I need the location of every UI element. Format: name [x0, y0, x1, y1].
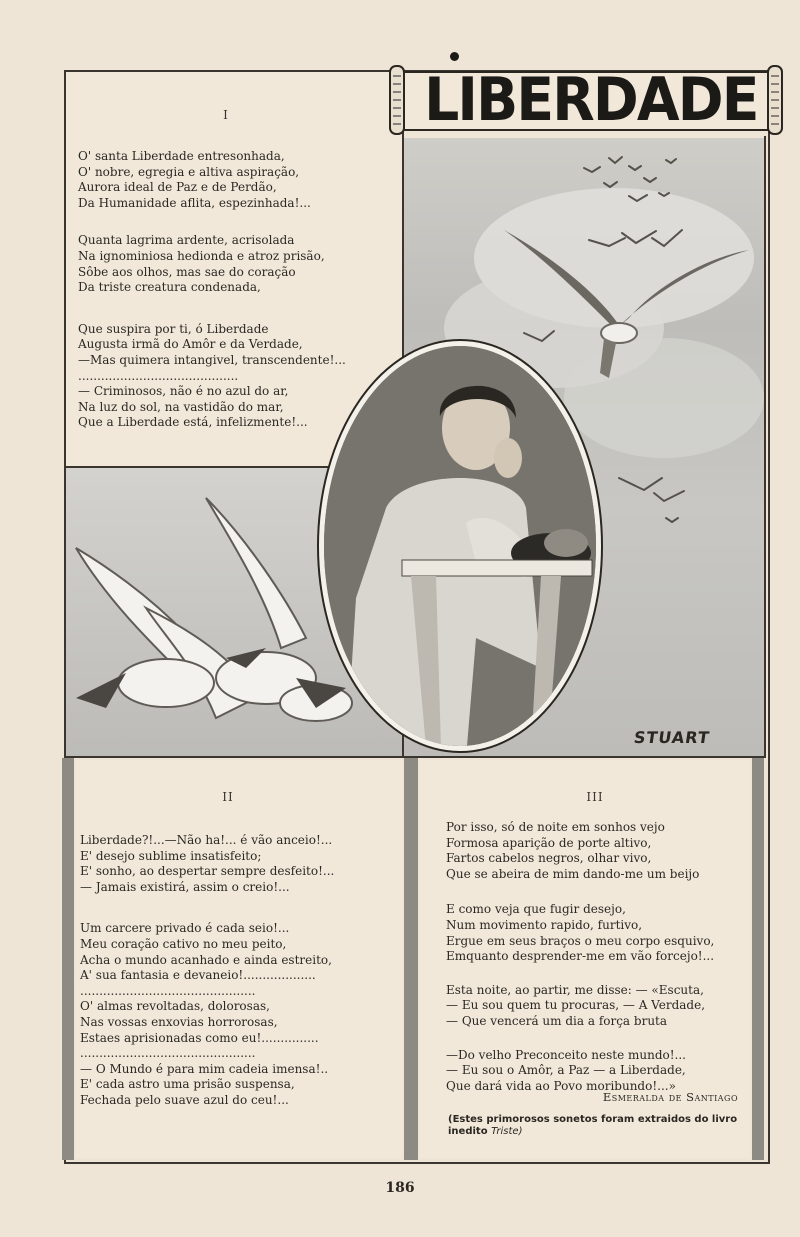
poem-section-2: [76, 760, 402, 1158]
verse-line: —Do velho Preconceito neste mundo!...: [446, 1047, 686, 1062]
verse-line: Num movimento rapido, furtivo,: [446, 917, 643, 932]
verse-line: Estaes aprisionadas como eu!...............: [80, 1030, 319, 1045]
verse-line: Um carcere privado é cada seio!...: [80, 921, 290, 936]
verse-line: E' desejo sublime insatisfeito;: [80, 848, 262, 863]
source-note: [448, 1114, 744, 1138]
verse-line: Que suspira por ti, ó Liberdade: [78, 321, 269, 336]
verse-line: — O Mundo é para mim cadeia imensa!..: [80, 1061, 329, 1076]
border-strip: [752, 758, 764, 1160]
author-signature: Esmeralda de Santiago: [602, 1090, 738, 1104]
verse-line: O' santa Liberdade entresonhada,: [78, 149, 285, 163]
dotted-line: ..............................................: [80, 1046, 256, 1061]
verse-line: Que dará vida ao Povo moribundo!...»: [446, 1078, 676, 1093]
verse-line: Ergue em seus braços o meu corpo esquivo,: [446, 933, 715, 948]
verse-line: Esta noite, ao partir, me disse: — «Escuta,: [446, 982, 704, 997]
verse-line: Emquanto desprender-me em vão forcejo!...: [446, 949, 715, 964]
verse-line: A' sua fantasia e devaneio!...................: [80, 968, 316, 983]
verse-line: — Que vencerá um dia a força bruta: [446, 1013, 668, 1028]
verse-line: Fechada pelo suave azul do ceu!...: [80, 1092, 289, 1107]
verse-line: Na ignominiosa hedionda e atroz prisão,: [78, 248, 325, 263]
artist-signature: STUART: [632, 728, 712, 747]
verse-line: Que se abeira de mim dando-me um beijo: [446, 866, 700, 881]
page-title: LIBERDADE: [424, 65, 758, 135]
verse-line: — Jamais existirá, assim o creio!...: [80, 879, 290, 894]
border-strip: [404, 758, 418, 1160]
verse-line: Nas vossas enxovias horrorosas,: [80, 1014, 278, 1029]
verse-line: Quanta lagrima ardente, acrisolada: [78, 233, 295, 248]
verse-line: Augusta irmã do Amôr e da Verdade,: [78, 337, 303, 352]
portrait-oval: [316, 338, 604, 754]
section-numeral: II: [222, 790, 234, 804]
verse-line: Fartos cabelos negros, olhar vivo,: [446, 851, 652, 866]
verse-line: Da Humanidade aflita, espezinhada!...: [78, 195, 311, 210]
verse-line: E como veja que fugir desejo,: [446, 902, 626, 917]
ornament-dot: [450, 52, 459, 61]
verse-line: E' sonho, ao despertar sempre desfeito!...: [80, 864, 335, 879]
verse-line: Na luz do sol, na vastidão do mar,: [78, 399, 284, 414]
verse-line: Por isso, só de noite em sonhos vejo: [446, 820, 665, 834]
stanza: [446, 902, 748, 964]
verse-line: — Criminosos, não é no azul do ar,: [78, 384, 289, 399]
verse-line: — Eu sou quem tu procuras, — A Verdade,: [446, 998, 706, 1013]
source-note-text: (Estes primorosos sonetos foram extraidos do livro inedito: [448, 1114, 738, 1137]
verse-line: —Mas quimera intangivel, transcendente!...: [78, 352, 346, 367]
verse-line: O' nobre, egregia e altiva aspiração,: [78, 164, 300, 179]
portrait-drawing: [316, 338, 604, 754]
stanza: [446, 820, 748, 882]
page-number: 186: [385, 1180, 415, 1196]
verse-line: Aurora ideal de Paz e de Perdão,: [78, 180, 277, 195]
verse-line: Da triste creatura condenada,: [78, 280, 261, 295]
dotted-line: ..........................................: [78, 368, 239, 383]
section-numeral: I: [223, 108, 229, 122]
divider-vertical: [764, 136, 766, 758]
stanza: [80, 833, 400, 895]
book-title: Triste): [491, 1126, 523, 1137]
verse-line: Formosa aparição de porte altivo,: [446, 835, 652, 850]
title-banner: [388, 64, 784, 136]
verse-line: E' cada astro uma prisão suspensa,: [80, 1077, 295, 1092]
poem-section-3: [420, 760, 750, 1158]
border-strip: [62, 758, 74, 1160]
stanza: [78, 149, 400, 211]
verse-line: Liberdade?!...—Não ha!... é vão anceio!...: [80, 833, 333, 847]
verse-line: — Eu sou o Amôr, a Paz — a Liberdade,: [446, 1063, 686, 1078]
verse-line: O' almas revoltadas, dolorosas,: [80, 999, 270, 1014]
verse-line: Acha o mundo acanhado e ainda estreito,: [80, 952, 332, 967]
stanza: [446, 983, 748, 1030]
verse-line: Que a Liberdade está, infelizmente!...: [78, 415, 308, 430]
verse-line: Sôbe aos olhos, mas sae do coração: [78, 264, 296, 279]
stanza: [78, 233, 400, 295]
verse-line: Meu coração cativo no meu peito,: [80, 936, 287, 951]
section-numeral: III: [586, 790, 604, 804]
dotted-line: ..............................................: [80, 983, 256, 998]
stanza: [80, 921, 400, 1108]
stanza: [446, 1048, 748, 1095]
